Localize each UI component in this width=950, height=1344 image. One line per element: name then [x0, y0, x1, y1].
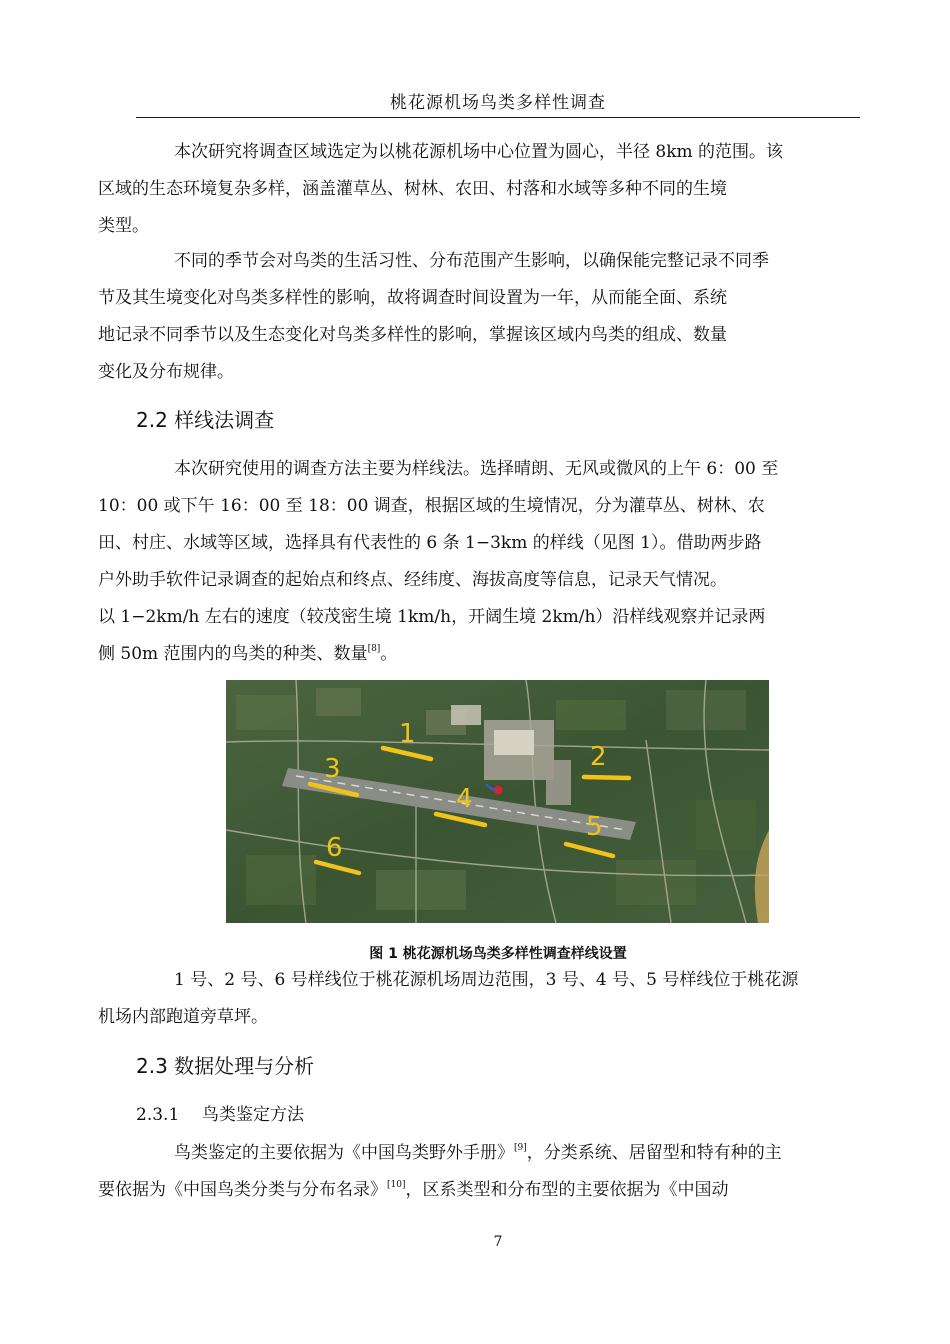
subsection-title: 鸟类鉴定方法: [202, 1105, 304, 1125]
subsection-heading-2-3-1: [136, 1104, 304, 1126]
text-line: 机场内部跑道旁草坪。: [98, 1007, 268, 1027]
text-line: 类型。: [98, 216, 149, 236]
text-line: [98, 636, 860, 673]
running-head: 桃花源机场鸟类多样性调查: [390, 93, 606, 113]
text-line: 区域的生态环境复杂多样，涵盖灌草丛、树林、农田、村落和水域等多种不同的生境: [98, 179, 727, 199]
text-line: 本次研究将调查区域选定为以桃花源机场中心位置为圆心，半径 8km 的范围。该: [174, 142, 784, 162]
text-fragment: 。: [380, 644, 398, 664]
figure-caption: 图 1 桃花源机场鸟类多样性调查样线设置: [369, 946, 627, 962]
text-fragment: 侧 50m 范围内的鸟类的种类、数量: [98, 644, 368, 664]
citation: [9]: [514, 1143, 527, 1153]
transect-label-3: 3: [324, 754, 341, 784]
subsection-number: 2.3.1: [136, 1105, 180, 1125]
text-line: 不同的季节会对鸟类的生活习性、分布范围产生影响，以确保能完整记录不同季: [174, 251, 769, 271]
section-heading-2-3: 2.3 数据处理与分析: [136, 1054, 315, 1078]
transect-label-6: 6: [326, 833, 343, 863]
text-line: 以 1−2km/h 左右的速度（较茂密生境 1km/h，开阔生境 2km/h）沿样线观察并记录两: [98, 607, 766, 627]
citation: [10]: [387, 1180, 406, 1190]
transect-label-4: 4: [456, 784, 473, 814]
text-line: 10：00 或下午 16：00 至 18：00 调查，根据区域的生境情况，分为灌草丛、树林、农: [98, 496, 765, 516]
text-fragment: 鸟类鉴定的主要依据为《中国鸟类野外手册》: [174, 1143, 514, 1163]
transect-label-1: 1: [399, 719, 416, 749]
satellite-map: [226, 680, 769, 923]
text-fragment: ，区系类型和分布型的主要依据为《中国动: [405, 1180, 729, 1200]
text-line: 本次研究使用的调查方法主要为样线法。选择晴朗、无风或微风的上午 6：00 至: [174, 459, 779, 479]
paragraph-transect-location: [98, 962, 860, 1036]
citation: [8]: [367, 644, 381, 654]
text-line: 变化及分布规律。: [98, 362, 234, 382]
text-line: 1 号、2 号、6 号样线位于桃花源机场周边范围，3 号、4 号、5 号样线位于桃花源: [174, 970, 799, 990]
text-line: [136, 1135, 860, 1172]
text-line: [98, 1172, 860, 1209]
section-heading-2-2: 2.2 样线法调查: [136, 408, 275, 432]
transect-label-2: 2: [590, 742, 607, 772]
paragraph-survey-area: [98, 134, 860, 245]
paragraph-transect-method: [98, 451, 860, 673]
text-line: 户外助手软件记录调查的起始点和终点、经纬度、海拔高度等信息，记录天气情况。: [98, 570, 727, 590]
transect-label-5: 5: [586, 812, 603, 842]
transect-2: [584, 777, 629, 778]
header-rule: [136, 117, 860, 118]
page-number: 7: [493, 1234, 503, 1250]
paragraph-survey-time: [98, 243, 860, 391]
text-fragment: ，分类系统、居留型和特有种的主: [526, 1143, 782, 1163]
text-line: 节及其生境变化对鸟类多样性的影响，故将调查时间设置为一年，从而能全面、系统: [98, 288, 727, 308]
paragraph-bird-identification: [98, 1135, 860, 1209]
text-line: 地记录不同季节以及生态变化对鸟类多样性的影响，掌握该区域内鸟类的组成、数量: [98, 325, 727, 345]
figure-transect-map: [226, 680, 769, 923]
text-line: 田、村庄、水域等区域，选择具有代表性的 6 条 1−3km 的样线（见图 1）。借助两步路: [98, 533, 762, 553]
text-fragment: 要依据为《中国鸟类分类与分布名录》: [98, 1180, 387, 1200]
